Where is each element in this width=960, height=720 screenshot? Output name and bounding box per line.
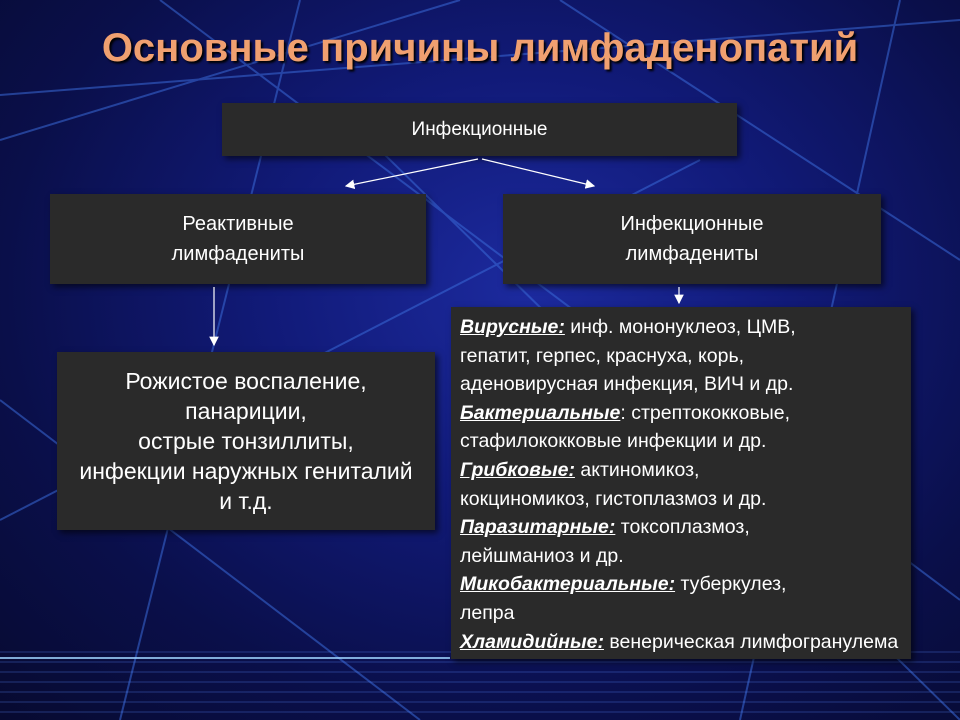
cause-detail-text: туберкулез,: [675, 573, 787, 596]
cause-detail-text: гепатит, герпес, краснуха, корь,: [460, 344, 745, 367]
cause-category-label: Бактериальные: [460, 401, 621, 424]
cause-category-row: [460, 313, 911, 342]
cause-category-label: Паразитарные:: [460, 516, 616, 539]
reactive-causes-text: Рожистое воспаление, панариции, острые тонзиллиты, инфекции наружных гениталий и т.д.: [79, 368, 413, 514]
cause-continuation-row: [460, 485, 911, 514]
cause-detail-text: актиномикоз,: [574, 458, 700, 481]
infectious-lymphadenitis-label: Инфекционные лимфадениты: [620, 213, 764, 265]
cause-category-row: [460, 399, 911, 428]
cause-category-row: [460, 513, 911, 542]
cause-continuation-row: [460, 370, 911, 399]
cause-detail-text: аденовирусная инфекция, ВИЧ и др.: [460, 373, 794, 396]
cause-category-label: Грибковые:: [460, 458, 575, 481]
cause-continuation-row: [460, 599, 911, 628]
infectious-causes-box: [451, 307, 911, 659]
infectious-root-box: [222, 103, 737, 156]
cause-category-label: Хламидийные:: [460, 630, 604, 653]
reactive-causes-box: [57, 352, 435, 530]
cause-category-row: [460, 456, 911, 485]
cause-detail-text: инф. мононуклеоз, ЦМВ,: [564, 316, 796, 338]
cause-continuation-row: [460, 542, 911, 571]
cause-category-row: [460, 628, 911, 657]
cause-category-label: Микобактериальные:: [460, 573, 676, 596]
cause-detail-text: венерическая лимфогранулема: [603, 630, 899, 653]
cause-category-label: Вирусные:: [460, 316, 565, 338]
reactive-lymphadenitis-box: [50, 194, 426, 284]
infectious-causes-list: [460, 313, 911, 656]
infectious-lymphadenitis-box: [503, 194, 881, 284]
cause-detail-text: : стрептококковые,: [620, 401, 791, 424]
cause-detail-text: токсоплазмоз,: [615, 516, 750, 539]
reactive-lymphadenitis-label: Реактивные лимфадениты: [171, 213, 305, 265]
cause-detail-text: кокциномикоз, гистоплазмоз и др.: [460, 487, 767, 510]
cause-detail-text: лепра: [460, 601, 515, 624]
cause-detail-text: стафилококковые инфекции и др.: [460, 430, 767, 453]
slide-title: Основные причины лимфаденопатий: [101, 26, 859, 70]
cause-continuation-row: [460, 427, 911, 456]
cause-detail-text: лейшманиоз и др.: [460, 544, 624, 567]
infectious-root-label: Инфекционные: [411, 118, 548, 140]
cause-category-row: [460, 570, 911, 599]
cause-continuation-row: [460, 342, 911, 371]
